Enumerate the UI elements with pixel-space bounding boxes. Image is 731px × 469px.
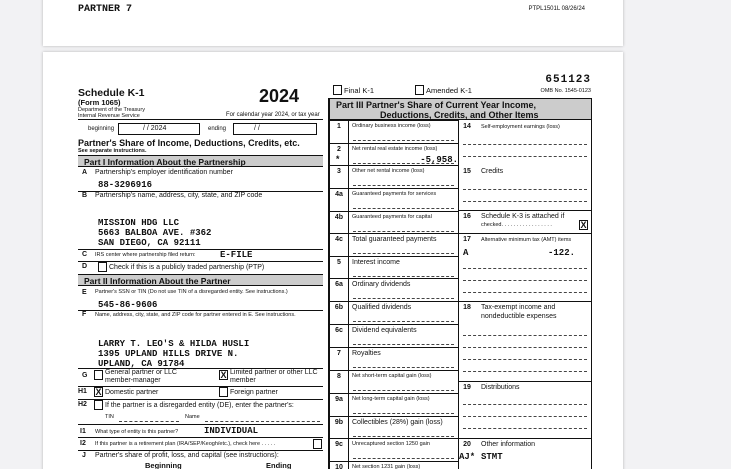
see-instructions: See separate instructions. bbox=[78, 148, 147, 154]
line-4c-label: Total guaranteed payments bbox=[352, 236, 437, 243]
partnership-name: MISSION HDG LLC bbox=[98, 218, 180, 228]
line-14-label: Self-employment earnings (loss) bbox=[481, 124, 560, 130]
form-number: (Form 1065) bbox=[78, 98, 121, 107]
line-2-code: * bbox=[335, 155, 341, 165]
line-number-divider bbox=[348, 256, 349, 279]
i2-label: If this partner is a retirement plan (IRA/SEP/Keogh/etc.), check here . . . . . bbox=[95, 441, 276, 447]
line-20-value: STMT bbox=[481, 452, 503, 462]
line-number-divider bbox=[348, 461, 349, 469]
line-19-label: Distributions bbox=[481, 384, 520, 391]
line-number-divider bbox=[348, 370, 349, 393]
line-10-number: 10 bbox=[335, 464, 343, 469]
line-6b-label: Qualified dividends bbox=[352, 304, 412, 311]
line-6c-number: 6c bbox=[335, 327, 343, 334]
retirement-plan-checkbox[interactable] bbox=[313, 439, 322, 449]
line-2-number: 2 bbox=[337, 146, 341, 153]
irs-center-value: E-FILE bbox=[220, 250, 253, 260]
line-1-number: 1 bbox=[337, 123, 341, 130]
partner-name: LARRY T. LEO'S & HILDA HUSLI bbox=[98, 339, 250, 349]
line-number-divider bbox=[348, 165, 349, 188]
line-4c-number: 4c bbox=[335, 236, 343, 243]
j-beginning: Beginning bbox=[145, 461, 182, 469]
e-letter: E bbox=[82, 289, 87, 296]
line-14-number: 14 bbox=[463, 123, 471, 130]
e-label: Partner's SSN or TIN (Do not use TIN of a disregarded entity. See instructions.) bbox=[95, 289, 288, 295]
line-9b-number: 9b bbox=[334, 419, 344, 426]
b-label: Partnership's name, address, city, state, and ZIP code bbox=[95, 192, 263, 199]
name-label: Name bbox=[185, 414, 200, 420]
foreign-partner-checkbox[interactable] bbox=[219, 387, 228, 397]
line-entry-dash bbox=[353, 321, 454, 322]
line-entry-dash bbox=[353, 436, 454, 437]
line-number-divider bbox=[348, 233, 349, 256]
line-16-label: Schedule K-3 is attached if bbox=[481, 213, 565, 220]
part1-header: Part I Information About the Partnership bbox=[78, 155, 323, 167]
line-16-number: 16 bbox=[463, 213, 471, 220]
line-7-label: Royalties bbox=[352, 350, 381, 357]
i1-label: What type of entity is this partner? bbox=[95, 429, 179, 435]
line-18-label2: nondeductible expenses bbox=[481, 313, 557, 320]
line-6b-number: 6b bbox=[334, 304, 344, 311]
line-number-divider bbox=[348, 324, 349, 347]
d-letter: D bbox=[82, 263, 88, 270]
line-17-code: A bbox=[463, 248, 469, 258]
line-4b-number: 4b bbox=[334, 214, 344, 221]
line-20-code: AJ* bbox=[459, 452, 476, 462]
line-7-number: 7 bbox=[337, 350, 341, 357]
ending-label: ending bbox=[208, 126, 227, 132]
line-9b-label: Collectibles (28%) gain (loss) bbox=[352, 419, 443, 426]
j-letter: J bbox=[82, 452, 86, 459]
domestic-partner-label: Domestic partner bbox=[105, 389, 159, 396]
limited-partner-checkbox[interactable]: X bbox=[220, 370, 227, 380]
line-8-label: Net short-term capital gain (loss) bbox=[352, 373, 432, 379]
form-title: Partner's Share of Income, Deductions, Credits, etc. bbox=[78, 138, 300, 148]
k3-attached-checkbox[interactable]: X bbox=[580, 220, 587, 230]
line-20-number: 20 bbox=[463, 441, 471, 448]
line-6a-number: 6a bbox=[335, 281, 343, 288]
line-number-divider bbox=[348, 347, 349, 370]
beginning-label: beginning bbox=[88, 126, 115, 132]
limited-partner-label: Limited partner or other LLC member bbox=[230, 369, 318, 384]
line-entry-dash bbox=[353, 344, 454, 345]
line-8-number: 8 bbox=[337, 373, 341, 380]
a-label: Partnership's employer identification number bbox=[95, 169, 233, 176]
c-label: IRS center where partnership filed return: bbox=[95, 252, 196, 258]
i1-letter: I1 bbox=[80, 428, 86, 435]
line-2-value: -5,958. bbox=[420, 155, 458, 165]
previous-page bbox=[43, 0, 623, 46]
line-9a-number: 9a bbox=[335, 396, 343, 403]
line-entry-dash bbox=[353, 140, 454, 141]
schedule-title: Schedule K-1 bbox=[78, 87, 145, 99]
line-5-label: Interest income bbox=[352, 259, 400, 266]
line-number-divider bbox=[348, 393, 349, 416]
line-number-divider bbox=[348, 188, 349, 211]
i2-letter: I2 bbox=[80, 440, 86, 447]
partner-address: 1395 UPLAND HILLS DRIVE N. bbox=[98, 349, 239, 359]
line-6a-label: Ordinary dividends bbox=[352, 281, 411, 288]
tin-label: TIN bbox=[105, 414, 114, 420]
line-15-number: 15 bbox=[463, 168, 471, 175]
omb-number: OMB No. 1545-0123 bbox=[540, 88, 591, 94]
partnership-ein: 88-3296916 bbox=[98, 180, 153, 190]
line-number-divider bbox=[348, 301, 349, 324]
line-18-number: 18 bbox=[463, 304, 471, 311]
c-letter: C bbox=[82, 251, 88, 258]
line-entry-dash bbox=[353, 390, 454, 391]
line-entry-dash bbox=[353, 413, 454, 414]
line-4b-label: Guaranteed payments for capital bbox=[352, 214, 432, 220]
tax-year: 2024 bbox=[259, 86, 300, 106]
irs-label: Internal Revenue Service bbox=[78, 113, 140, 119]
b-letter: B bbox=[82, 192, 88, 199]
end-date-field[interactable]: / / bbox=[233, 123, 317, 135]
line-number-divider bbox=[348, 278, 349, 301]
j-label: Partner's share of profit, loss, and capital (see instructions): bbox=[95, 452, 279, 459]
line-1-label: Ordinary business income (loss) bbox=[352, 123, 431, 129]
line-2-label: Net rental real estate income (loss) bbox=[352, 146, 438, 152]
line-9a-label: Net long-term capital gain (loss) bbox=[352, 396, 430, 402]
amended-k1-checkbox[interactable] bbox=[415, 85, 424, 95]
foreign-partner-label: Foreign partner bbox=[230, 389, 278, 396]
line-entry-dash bbox=[353, 458, 454, 459]
line-entry-dash bbox=[353, 208, 454, 209]
doc-number: 651123 bbox=[545, 74, 591, 86]
line-20-label: Other information bbox=[481, 441, 536, 448]
a-letter: A bbox=[82, 169, 88, 176]
line-9c-label: Unrecaptured section 1250 gain bbox=[352, 441, 430, 447]
begin-date-field[interactable]: / / 2024 bbox=[118, 123, 200, 135]
partnership-address: 5663 BALBOA AVE. #362 bbox=[98, 228, 212, 238]
part3-title-line2: Deductions, Credits, and Other Items bbox=[380, 110, 539, 120]
j-ending: Ending bbox=[266, 461, 292, 469]
line-entry-dash bbox=[353, 231, 454, 232]
line-17-value: -122. bbox=[548, 248, 576, 258]
final-k1-checkbox[interactable] bbox=[333, 85, 342, 95]
line-number-divider bbox=[348, 211, 349, 234]
line-10-label: Net section 1231 gain (loss) bbox=[352, 464, 421, 469]
part3-header bbox=[329, 98, 591, 120]
line-entry-dash bbox=[353, 367, 454, 368]
part2-header: Part II Information About the Partner bbox=[78, 274, 323, 286]
h2-label: If the partner is a disregarded entity (DE), enter the partner's: bbox=[105, 402, 294, 409]
line-3-number: 3 bbox=[337, 168, 341, 175]
line-entry-dash bbox=[353, 276, 454, 277]
f-label: Name, address, city, state, and ZIP code for partner entered in E. See instructions. bbox=[95, 312, 296, 318]
line-5-number: 5 bbox=[337, 259, 341, 266]
h1-letter: H1 bbox=[78, 388, 87, 395]
line-number-divider bbox=[348, 120, 349, 143]
ptp-checkbox[interactable] bbox=[98, 262, 107, 272]
line-6c-label: Dividend equivalents bbox=[352, 327, 417, 334]
line-4a-label: Guaranteed payments for services bbox=[352, 191, 437, 197]
line-entry-dash bbox=[353, 253, 454, 254]
final-k1-label: Final K-1 bbox=[344, 86, 375, 95]
line-9c-number: 9c bbox=[335, 441, 343, 448]
amended-k1-label: Amended K-1 bbox=[426, 86, 472, 95]
line-17-label: Alternative minimum tax (AMT) items bbox=[481, 237, 572, 243]
line-16-label-dots: checked. . . . . . . . . . . . . . . . . bbox=[481, 222, 552, 228]
entity-type-value: INDIVIDUAL bbox=[204, 426, 259, 436]
d-label: Check if this is a publicly traded partnership (PTP) bbox=[109, 264, 265, 271]
partner-city: UPLAND, CA 91784 bbox=[98, 359, 185, 369]
line-3-label: Other net rental income (loss) bbox=[352, 168, 425, 174]
h2-letter: H2 bbox=[78, 401, 87, 408]
f-letter: F bbox=[82, 311, 87, 318]
general-partner-checkbox[interactable] bbox=[94, 370, 103, 380]
dept-treasury: Department of the Treasury bbox=[78, 107, 145, 113]
partner-label: PARTNER 7 bbox=[78, 4, 133, 15]
line-number-divider bbox=[348, 416, 349, 439]
general-partner-label: General partner or LLC member-manager bbox=[105, 369, 177, 384]
line-15-label: Credits bbox=[481, 168, 504, 175]
domestic-partner-checkbox[interactable]: X bbox=[95, 387, 102, 397]
line-17-number: 17 bbox=[463, 236, 471, 243]
line-number-divider bbox=[348, 438, 349, 461]
line-entry-dash bbox=[353, 298, 454, 299]
disregarded-entity-checkbox[interactable] bbox=[94, 400, 103, 410]
form-code: PTPL1501L 08/26/24 bbox=[528, 6, 585, 12]
g-letter: G bbox=[82, 372, 88, 379]
line-4a-number: 4a bbox=[335, 191, 343, 198]
line-18-label: Tax-exempt income and bbox=[481, 304, 556, 311]
part3-title-line1: Part III Partner's Share of Current Year Income, bbox=[336, 100, 537, 110]
line-number-divider bbox=[348, 143, 349, 166]
line-entry-dash bbox=[353, 185, 454, 186]
calendar-note: For calendar year 2024, or tax year bbox=[226, 112, 320, 118]
schedule-k1-page bbox=[43, 52, 623, 469]
line-19-number: 19 bbox=[463, 384, 471, 391]
partner-ssn: 545-86-9606 bbox=[98, 300, 158, 310]
partnership-city: SAN DIEGO, CA 92111 bbox=[98, 238, 201, 248]
